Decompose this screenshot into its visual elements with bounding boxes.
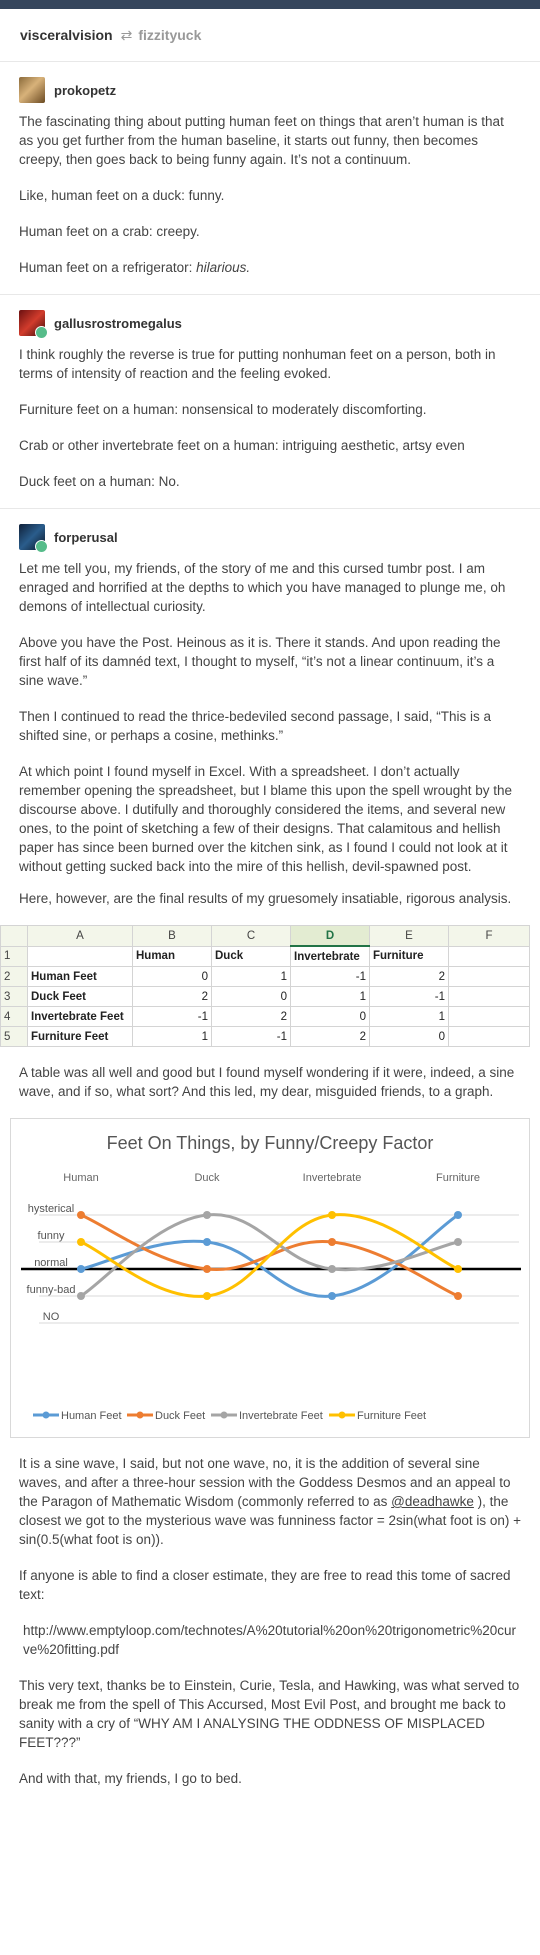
cell[interactable]: Duck	[212, 946, 291, 967]
row-number[interactable]: 4	[1, 1007, 28, 1027]
cell[interactable]: 2	[133, 987, 212, 1007]
column-letter[interactable]: A	[28, 926, 133, 947]
corner-cell[interactable]	[1, 926, 28, 947]
data-point	[328, 1265, 336, 1273]
row-number[interactable]: 3	[1, 987, 28, 1007]
cell[interactable]	[449, 1007, 530, 1027]
post-paragraph: The fascinating thing about putting human feet on things that aren’t human is that as you get further from the human baseline, it starts out funny, then becomes creepy, then goes back to being funny again. It’s not a continuum.	[19, 114, 504, 167]
paragraph-text: Human feet on a refrigerator:	[19, 260, 197, 275]
column-letter[interactable]: B	[133, 926, 212, 947]
cell[interactable]: Invertebrate Feet	[28, 1007, 133, 1027]
cell[interactable]: Duck Feet	[28, 987, 133, 1007]
cell[interactable]	[449, 1027, 530, 1047]
post-paragraph: Crab or other invertebrate feet on a human: intriguing aesthetic, artsy even	[19, 438, 465, 453]
post-author	[19, 509, 521, 553]
y-tick-label: hysterical	[27, 1203, 75, 1215]
y-tick-label: funny-bad	[26, 1284, 76, 1296]
post-paragraph: This very text, thanks be to Einstein, Curie, Tesla, and Hawking, was what served to break me from the spell of This Accursed, Most Evil Post, and brought me back to sanity with a cry of “WHY AM I ANALYSING THE ODDNESS OF MISPLACED FEET???”	[19, 1678, 520, 1750]
post-gallusrostromegalus	[0, 295, 540, 509]
legend-label: Human Feet	[61, 1410, 122, 1422]
data-point	[454, 1265, 462, 1273]
post-paragraph	[19, 258, 521, 277]
data-point	[454, 1238, 462, 1246]
author-name[interactable]: prokopetz	[54, 82, 117, 98]
cell[interactable]: -1	[133, 1007, 212, 1027]
top-bar	[0, 0, 540, 9]
post-paragraph: And with that, my friends, I go to bed.	[19, 1771, 242, 1786]
cell[interactable]	[449, 946, 530, 967]
emphasis-text: hilarious.	[196, 260, 251, 275]
sheet-row	[1, 1027, 530, 1047]
avatar[interactable]	[19, 524, 45, 550]
avatar[interactable]	[19, 77, 45, 103]
line-chart	[11, 1119, 529, 1437]
post-prokopetz	[0, 62, 540, 295]
series-line	[81, 1215, 458, 1297]
cell[interactable]	[449, 987, 530, 1007]
cell[interactable]: Furniture Feet	[28, 1027, 133, 1047]
chart-container	[10, 1118, 530, 1438]
cell[interactable]: -1	[370, 987, 449, 1007]
y-tick-label: NO	[42, 1311, 60, 1323]
column-header-row	[1, 926, 530, 947]
data-point	[77, 1292, 85, 1300]
data-point	[203, 1238, 211, 1246]
paragraph-text: ), the closest we got to the mysterious wave was funniness factor = 2sin(what foot is on) + sin(0.5(what foot is on)).	[19, 1494, 521, 1547]
post-forperusal	[0, 509, 540, 908]
x-tick-label: Furniture	[435, 1172, 481, 1184]
cell[interactable]: Invertebrate	[291, 946, 370, 967]
row-number[interactable]: 5	[1, 1027, 28, 1047]
url-link[interactable]: http://www.emptyloop.com/technotes/A%20tutorial%20on%20trigonometric%20curve%20fitting.pdf	[23, 1623, 517, 1657]
post-paragraph: At which point I found myself in Excel. With a spreadsheet. I don’t actually remember opening the spreadsheet, but I blame this upon the spell wrought by the discourse above. I dutifully and thoroughly considered the items, and several new ones, to the point of sketching a few of their designs. That calamitous and hellish paper has since been burned over the kitchen sink, as I found I could not look at it without getting sucked back into the mire of this hellish, devil-spawned post.	[19, 764, 513, 874]
y-tick-label: normal	[34, 1257, 68, 1269]
cell[interactable]: Human Feet	[28, 967, 133, 987]
row-number[interactable]: 2	[1, 967, 28, 987]
cell[interactable]: 2	[212, 1007, 291, 1027]
cell[interactable]: 0	[212, 987, 291, 1007]
cell[interactable]: Human	[133, 946, 212, 967]
data-point	[77, 1238, 85, 1246]
data-point	[454, 1211, 462, 1219]
column-letter-selected[interactable]: D	[291, 926, 370, 947]
mention-link[interactable]: @deadhawke	[391, 1494, 474, 1509]
sheet-row	[1, 967, 530, 987]
badge-icon	[35, 326, 48, 339]
data-point	[328, 1292, 336, 1300]
data-point	[454, 1292, 462, 1300]
data-point	[203, 1265, 211, 1273]
post-paragraph: Duck feet on a human: No.	[19, 474, 180, 489]
cell[interactable]: 1	[370, 1007, 449, 1027]
cell[interactable]: 2	[291, 1027, 370, 1047]
legend-marker	[137, 1412, 144, 1419]
reblogger-username[interactable]: visceralvision	[20, 27, 113, 43]
cell[interactable]: -1	[212, 1027, 291, 1047]
cell[interactable]: 1	[291, 987, 370, 1007]
legend-marker	[221, 1412, 228, 1419]
legend-label: Furniture Feet	[357, 1410, 427, 1422]
post-paragraph: Above you have the Post. Heinous as it is. There it stands. And upon reading the first half of its damnéd text, I thought to myself, “it’s not a linear continuum, it’s a sine wave.”	[19, 635, 501, 688]
legend-label: Duck Feet	[155, 1410, 206, 1422]
cell[interactable]: 0	[133, 967, 212, 987]
post-forperusal-conclusion	[0, 1454, 540, 1788]
y-tick-label: funny	[37, 1230, 65, 1242]
cell[interactable]: 0	[291, 1007, 370, 1027]
data-point	[203, 1211, 211, 1219]
badge-icon	[35, 540, 48, 553]
cell[interactable]: -1	[291, 967, 370, 987]
post-paragraph: Like, human feet on a duck: funny.	[19, 188, 225, 203]
data-point	[203, 1292, 211, 1300]
sheet-row	[1, 1007, 530, 1027]
chart-title: Feet On Things, by Funny/Creepy Factor	[106, 1133, 434, 1153]
cell[interactable]: 0	[370, 1027, 449, 1047]
post-paragraph: Human feet on a crab: creepy.	[19, 224, 200, 239]
row-number[interactable]: 1	[1, 946, 28, 967]
post-paragraph: Then I continued to read the thrice-bedeviled second passage, I said, “This is a shifted sine, or perhaps a cosine, methinks.”	[19, 709, 492, 743]
column-letter[interactable]: C	[212, 926, 291, 947]
legend-label: Invertebrate Feet	[239, 1410, 323, 1422]
cell[interactable]	[28, 946, 133, 967]
post-author	[19, 62, 521, 106]
data-point	[328, 1238, 336, 1246]
spreadsheet	[0, 925, 540, 1047]
avatar[interactable]	[19, 310, 45, 336]
column-letter[interactable]: E	[370, 926, 449, 947]
x-tick-label: Invertebrate	[302, 1172, 362, 1184]
reblogged-from-username[interactable]: fizzityuck	[138, 27, 202, 43]
post-paragraph: Furniture feet on a human: nonsensical to moderately discomforting.	[19, 402, 427, 417]
cell[interactable]	[449, 967, 530, 987]
post-paragraph	[19, 1454, 521, 1549]
cell[interactable]: 1	[133, 1027, 212, 1047]
author-name[interactable]: gallusrostromegalus	[54, 315, 182, 331]
data-point	[77, 1265, 85, 1273]
cell[interactable]: 2	[370, 967, 449, 987]
sheet-row	[1, 946, 530, 967]
reblog-icon: ⇄	[120, 26, 133, 43]
legend-marker	[43, 1412, 50, 1419]
author-name[interactable]: forperusal	[54, 529, 118, 545]
sheet-row	[1, 987, 530, 1007]
reblog-header	[0, 9, 540, 62]
cell[interactable]: 1	[212, 967, 291, 987]
data-point	[328, 1211, 336, 1219]
column-letter[interactable]: F	[449, 926, 530, 947]
x-tick-label: Human	[63, 1172, 99, 1184]
post-paragraph: I think roughly the reverse is true for putting nonhuman feet on a person, both in terms of intensity of reaction and the feeling evoked.	[19, 347, 496, 381]
post-paragraph: If anyone is able to find a closer estimate, they are free to read this tome of sacred text:	[19, 1568, 511, 1602]
post-paragraph: A table was all well and good but I found myself wondering if it were, indeed, a sine wave, and if so, what sort? And this led, my dear, misguided friends, to a graph.	[19, 1065, 515, 1099]
cell[interactable]: Furniture	[370, 946, 449, 967]
post-paragraph: Let me tell you, my friends, of the story of me and this cursed tumbr post. I am enraged and horrified at the depths to which you have managed to plunge me, oh demons of intellectual curiosity.	[19, 561, 506, 614]
post-paragraph: Here, however, are the final results of my gruesomely insatiable, rigorous analysis.	[19, 891, 512, 906]
data-point	[77, 1211, 85, 1219]
paragraph-text: It is a sine wave, I said, but not one wave, no, it is the addition of several sine waves, and after a three-hour session with the Goddess Desmos and an appeal to the Paragon of Mathematic Wisdom (commonly referred to as	[19, 1456, 511, 1509]
x-tick-label: Duck	[194, 1172, 220, 1184]
legend-marker	[339, 1412, 346, 1419]
post-forperusal-continued	[0, 1063, 540, 1101]
post-author	[19, 295, 521, 339]
